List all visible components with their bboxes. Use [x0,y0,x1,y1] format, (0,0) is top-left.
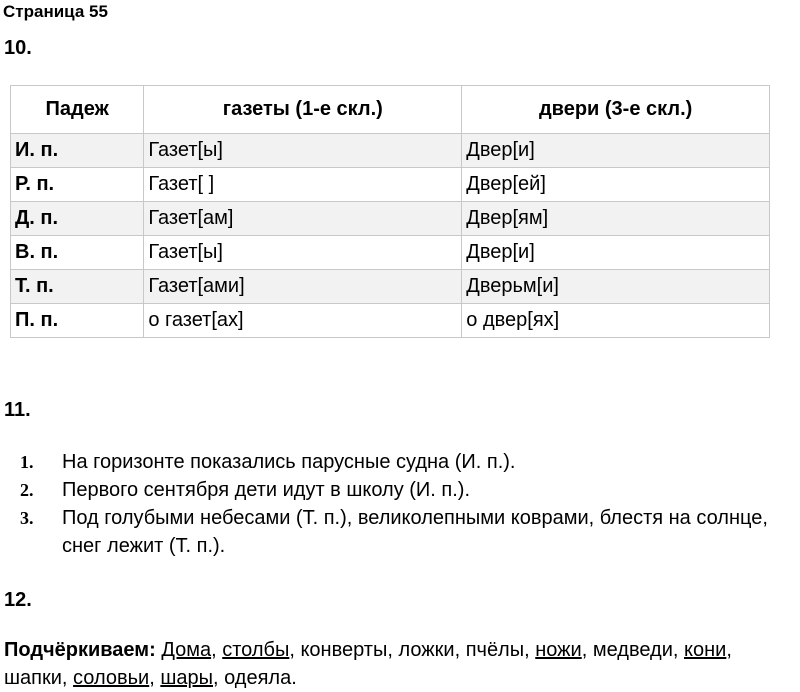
word-list: Дома, столбы, конверты, ложки, пчёлы, ножи, медведи, кони, шапки, соловьи, шары, одеяла. [4,639,732,689]
case-cell: П. п. [11,304,144,338]
header-dveri: двери (3-е скл.) [462,86,770,134]
task-11-number: 11. [4,399,31,421]
dveri-form-cell: о двер[ях] [462,304,770,338]
header-case: Падеж [11,86,144,134]
case-cell: Р. п. [11,168,144,202]
dveri-form-cell: Двер[и] [462,134,770,168]
list-item-number: 2. [20,480,34,500]
table-row [11,304,770,338]
underlined-word: кони [684,639,727,661]
table-row [11,134,770,168]
word: ложки [398,639,455,661]
underline-paragraph [4,636,794,692]
underlined-word: Дома [161,639,212,661]
word: медведи [592,639,673,661]
declension-table [10,85,770,338]
list-item-text: Первого сентября дети идут в школу (И. п.). [62,479,471,501]
underlined-word: столбы [222,639,290,661]
list-item [20,476,800,504]
word: пчёлы [465,639,525,661]
table-row [11,202,770,236]
gazety-form-cell: о газет[ах] [144,304,462,338]
word: одеяла [224,667,292,689]
word: шапки [4,667,62,689]
dveri-form-cell: Двер[и] [462,236,770,270]
table-row [11,270,770,304]
list-item-text: На горизонте показались парусные судна (И. п.). [62,451,516,473]
case-cell: Т. п. [11,270,144,304]
task-12-number: 12. [4,589,32,611]
list-item [20,504,800,560]
table-row [11,168,770,202]
dveri-form-cell: Двер[ям] [462,202,770,236]
list-item-number: 3. [20,508,34,528]
dveri-form-cell: Дверьм[и] [462,270,770,304]
underlined-word: ножи [535,639,582,661]
gazety-form-cell: Газет[ами] [144,270,462,304]
gazety-form-cell: Газет[ ] [144,168,462,202]
gazety-form-cell: Газет[ы] [144,134,462,168]
table-header-row [11,86,770,134]
page-title: Страница 55 [3,2,108,21]
header-gazety: газеты (1-е скл.) [144,86,462,134]
underline-lead: Подчёркиваем: [4,639,156,661]
list-item-number: 1. [20,452,34,472]
case-cell: И. п. [11,134,144,168]
underlined-word: соловьи [73,667,150,689]
gazety-form-cell: Газет[ам] [144,202,462,236]
gazety-form-cell: Газет[ы] [144,236,462,270]
case-cell: В. п. [11,236,144,270]
word: конверты [300,639,388,661]
table-row [11,236,770,270]
list-item [20,448,800,476]
sentence-list [20,448,800,560]
list-item-text: Под голубыми небесами (Т. п.), великолепными коврами, блестя на солнце, снег лежит (Т. п.). [62,507,768,557]
task-10-number: 10. [4,37,32,59]
dveri-form-cell: Двер[ей] [462,168,770,202]
underlined-word: шары [160,667,213,689]
case-cell: Д. п. [11,202,144,236]
